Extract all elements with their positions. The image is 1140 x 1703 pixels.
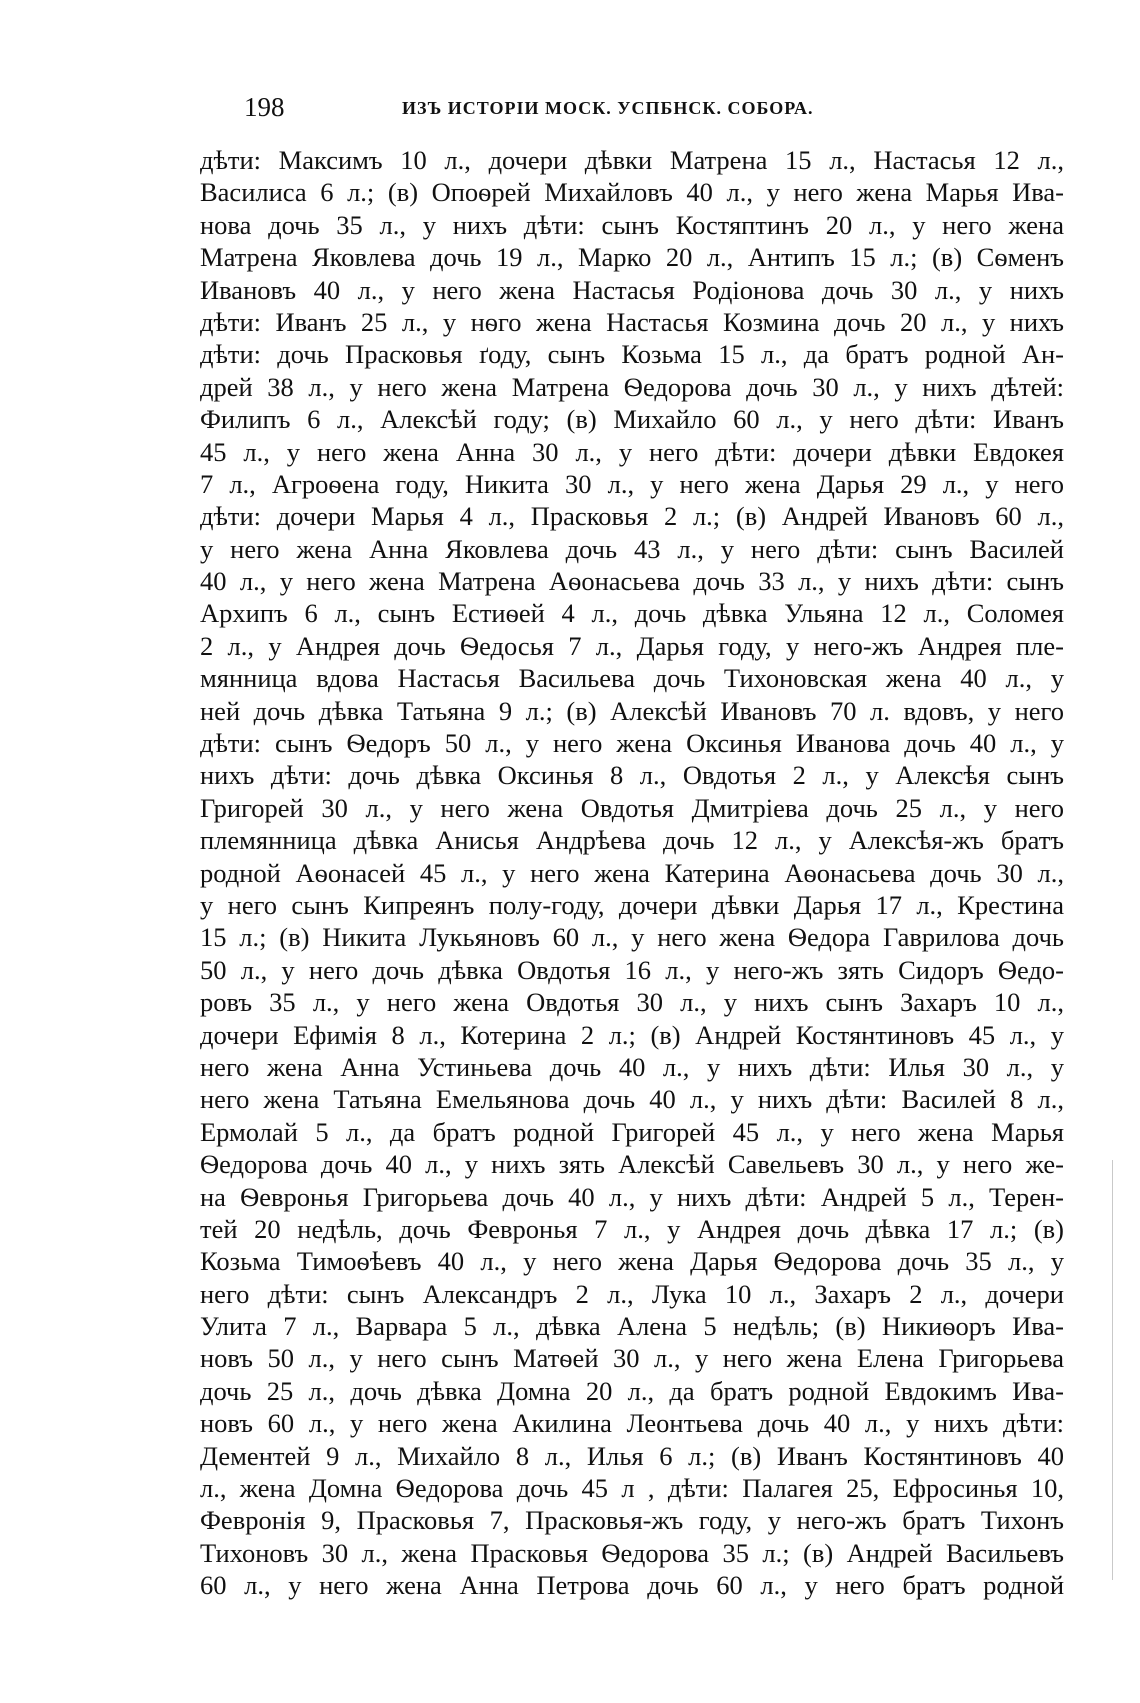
text-line: Дементей 9 л., Михайло 8 л., Илья 6 л.; (в) Иванъ Костянтиновъ 40 — [200, 1440, 1064, 1471]
text-line: 7 л., Агроѳена году, Никита 30 л., у него жена Дарья 29 л., у него — [200, 468, 1064, 499]
text-line: Тихоновъ 30 л., жена Прасковья Ѳедорова 35 л.; (в) Андрей Васильевъ — [200, 1537, 1064, 1568]
text-line: дѣти: Максимъ 10 л., дочери дѣвки Матрена 15 л., Настасья 12 л., — [200, 145, 1064, 175]
text-line: Ермолай 5 л., да братъ родной Григорей 45 л., у него жена Марья — [200, 1116, 1064, 1147]
text-line: 2 л., у Андрея дочь Ѳедосья 7 л., Дарья году, у него-жъ Андрея пле- — [200, 630, 1064, 661]
text-line: дрей 38 л., у него жена Матрена Ѳедорова дочь 30 л., у нихъ дѣтей: — [200, 371, 1064, 402]
text-line: новъ 50 л., у него сынъ Матѳей 30 л., у него жена Елена Григорьева — [200, 1343, 1064, 1374]
text-line: тей 20 недѣль, дочь Февронья 7 л., у Андрея дочь дѣвка 17 л.; (в) — [200, 1213, 1064, 1244]
text-line: него жена Татьяна Емельянова дочь 40 л., у нихъ дѣти: Василей 8 л., — [200, 1084, 1064, 1115]
text-line: ровъ 35 л., у него жена Овдотья 30 л., у нихъ сынъ Захаръ 10 л., — [200, 987, 1064, 1018]
page-edge-line — [1112, 1160, 1113, 1580]
text-line: дѣти: Иванъ 25 л., у нѳго жена Настасья Козмина дочь 20 л., у нихъ — [200, 306, 1064, 337]
text-line: у него жена Анна Яковлева дочь 43 л., у него дѣти: сынъ Василей — [200, 533, 1064, 564]
running-head: ИЗЪ ИСТОРІИ МОСК. УСПБНСК. СОБОРА. — [402, 98, 814, 118]
text-line: дѣти: дочери Марья 4 л., Прасковья 2 л.; (в) Андрей Ивановъ 60 л., — [200, 501, 1064, 532]
text-line: дѣти: дочь Прасковья ґоду, сынъ Козьма 15 л., да братъ родной Ан- — [200, 339, 1064, 370]
text-line: мянница вдова Настасья Васильева дочь Тихоновская жена 40 л., у — [200, 663, 1064, 694]
text-line: Василиса 6 л.; (в) Опоѳрей Михайловъ 40 л., у него жена Марья Ива- — [200, 177, 1064, 208]
text-line: Архипъ 6 л., сынъ Естиѳей 4 л., дочь дѣвка Ульяна 12 л., Соломея — [200, 598, 1064, 629]
text-line: л., жена Домна Ѳедорова дочь 45 л , дѣти: Палагея 25, Ефросинья 10, — [200, 1473, 1064, 1504]
text-line: него дѣти: сынъ Александръ 2 л., Лука 10 л., Захаръ 2 л., дочери — [200, 1278, 1064, 1309]
text-line: дочь 25 л., дочь дѣвка Домна 20 л., да братъ родной Евдокимъ Ива- — [200, 1375, 1064, 1406]
text-line: родной Аѳонасей 45 л., у него жена Катерина Аѳонасьева дочь 30 л., — [200, 857, 1064, 888]
text-line: дочери Ефимія 8 л., Котерина 2 л.; (в) Андрей Костянтиновъ 45 л., у — [200, 1019, 1064, 1050]
text-line: 15 л.; (в) Никита Лукьяновъ 60 л., у него жена Ѳедора Гаврилова дочь — [200, 922, 1064, 953]
text-line: ней дочь дѣвка Татьяна 9 л.; (в) Алексѣй Ивановъ 70 л. вдовъ, у него — [200, 695, 1064, 726]
text-line: Ѳедорова дочь 40 л., у нихъ зять Алексѣй Савельевъ 30 л., у него же- — [200, 1149, 1064, 1180]
text-line: Козьма Тимоѳѣевъ 40 л., у него жена Дарья Ѳедорова дочь 35 л., у — [200, 1246, 1064, 1277]
body-text — [200, 144, 1064, 1602]
text-line: него жена Анна Устиньева дочь 40 л., у нихъ дѣти: Илья 30 л., у — [200, 1051, 1064, 1082]
text-line: Февронія 9, Прасковья 7, Прасковья-жъ году, у него-жъ братъ Тихонъ — [200, 1505, 1064, 1536]
text-line: Матрена Яковлева дочь 19 л., Марко 20 л., Антипъ 15 л.; (в) Сѳменъ — [200, 242, 1064, 273]
text-line: дѣти: сынъ Ѳедоръ 50 л., у него жена Оксинья Иванова дочь 40 л., у — [200, 728, 1064, 759]
text-line: племянница дѣвка Анисья Андрѣева дочь 12 л., у Алексѣя-жъ братъ — [200, 825, 1064, 856]
text-line: 50 л., у него дочь дѣвка Овдотья 16 л., у него-жъ зять Сидоръ Ѳедо- — [200, 954, 1064, 985]
text-line: 40 л., у него жена Матрена Аѳонасьева дочь 33 л., у нихъ дѣти: сынъ — [200, 566, 1064, 597]
text-line: новъ 60 л., у него жена Акилина Леонтьева дочь 40 л., у нихъ дѣти: — [200, 1408, 1064, 1439]
text-line: Ивановъ 40 л., у него жена Настасья Родіонова дочь 30 л., у нихъ — [200, 274, 1064, 305]
page-number: 198 — [244, 92, 285, 122]
text-line: нова дочь 35 л., у нихъ дѣти: сынъ Костяптинъ 20 л., у него жена — [200, 209, 1064, 240]
text-line: на Ѳевронья Григорьева дочь 40 л., у нихъ дѣти: Андрей 5 л., Терен- — [200, 1181, 1064, 1212]
text-line: 45 л., у него жена Анна 30 л., у него дѣти: дочери дѣвки Евдокея — [200, 436, 1064, 467]
text-line: Григорей 30 л., у него жена Овдотья Дмитріева дочь 25 л., у него — [200, 792, 1064, 823]
page-header — [244, 90, 864, 124]
text-line: Улита 7 л., Варвара 5 л., дѣвка Алена 5 недѣль; (в) Никиѳоръ Ива- — [200, 1311, 1064, 1342]
text-line: у него сынъ Кипреянъ полу-году, дочери дѣвки Дарья 17 л., Крестина — [200, 889, 1064, 920]
text-line: 60 л., у него жена Анна Петрова дочь 60 л., у него братъ родной — [200, 1570, 1064, 1601]
text-line: нихъ дѣти: дочь дѣвка Оксинья 8 л., Овдотья 2 л., у Алексѣя сынъ — [200, 760, 1064, 791]
text-line: Филипъ 6 л., Алексѣй году; (в) Михайло 60 л., у него дѣти: Иванъ — [200, 404, 1064, 435]
